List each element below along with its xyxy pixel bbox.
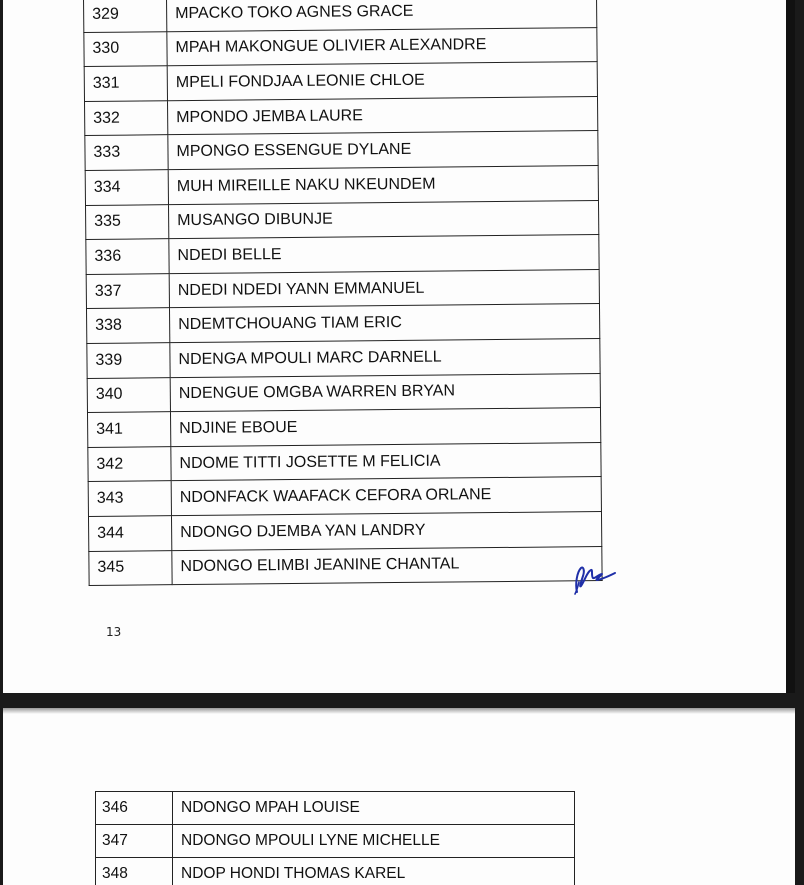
- table-row: [88, 477, 601, 517]
- student-name: NDEDI BELLE: [169, 235, 599, 274]
- row-number: 343: [88, 481, 171, 516]
- row-number: 334: [85, 170, 168, 205]
- student-name: MPELI FONDJAA LEONIE CHLOE: [167, 62, 597, 101]
- table-row: [85, 96, 598, 136]
- document-page-13: [3, 0, 795, 693]
- table-row: [87, 373, 600, 413]
- table-row: [87, 338, 600, 378]
- row-number: 341: [87, 412, 170, 447]
- row-number: 333: [85, 135, 168, 170]
- student-name: NDONGO MPAH LOUISE: [173, 792, 575, 825]
- student-name: NDONGO ELIMBI JEANINE CHANTAL: [172, 546, 602, 585]
- table-row: [85, 200, 598, 240]
- student-name: MUH MIREILLE NAKU NKEUNDEM: [168, 166, 598, 205]
- roster-table-bottom-body: [96, 792, 575, 885]
- student-name: NDONGO DJEMBA YAN LANDRY: [171, 511, 601, 550]
- row-number: 337: [86, 273, 169, 308]
- table-row: [88, 511, 601, 551]
- row-number: 340: [87, 377, 170, 412]
- page-edge: [786, 0, 795, 693]
- table-row: [86, 269, 599, 309]
- table-row: [89, 546, 602, 586]
- table-row: [84, 27, 597, 67]
- row-number: 329: [84, 0, 167, 32]
- row-number: 331: [84, 66, 167, 101]
- student-name: NDONFACK WAAFACK CEFORA ORLANE: [171, 477, 601, 516]
- row-number: 345: [89, 550, 172, 585]
- row-number: 348: [96, 858, 173, 885]
- table-row: [96, 792, 575, 825]
- table-row: [87, 408, 600, 448]
- row-number: 338: [86, 308, 169, 343]
- row-number: 339: [87, 343, 170, 378]
- row-number: 332: [85, 100, 168, 135]
- table-row: [85, 131, 598, 171]
- row-number: 344: [88, 516, 171, 551]
- row-number: 330: [84, 31, 167, 66]
- student-name: MUSANGO DIBUNJE: [168, 200, 598, 239]
- student-name: MPACKO TOKO AGNES GRACE: [167, 0, 597, 31]
- row-number: 342: [88, 446, 171, 481]
- table-row: [86, 304, 599, 344]
- table-row: [86, 235, 599, 275]
- roster-table-top: [83, 0, 603, 586]
- document-page-14: [3, 708, 795, 885]
- roster-table-bottom: [95, 791, 575, 885]
- student-name: NDOME TITTI JOSETTE M FELICIA: [171, 442, 601, 481]
- student-name: NDONGO MPOULI LYNE MICHELLE: [173, 825, 575, 858]
- table-row: [88, 442, 601, 482]
- row-number: 347: [96, 825, 173, 858]
- student-name: NDENGA MPOULI MARC DARNELL: [170, 338, 600, 377]
- student-name: NDENGUE OMGBA WARREN BRYAN: [170, 373, 600, 412]
- student-name: NDEMTCHOUANG TIAM ERIC: [169, 304, 599, 343]
- student-name: MPAH MAKONGUE OLIVIER ALEXANDRE: [167, 27, 597, 66]
- table-row: [96, 858, 575, 885]
- student-name: NDOP HONDI THOMAS KAREL: [173, 858, 575, 885]
- row-number: 335: [85, 204, 168, 239]
- row-number: 346: [96, 792, 173, 825]
- signature-icon: [569, 558, 617, 598]
- table-row: [96, 825, 575, 858]
- table-row: [85, 166, 598, 206]
- page-edge-shadow: [3, 708, 795, 714]
- student-name: MPONDO JEMBA LAURE: [167, 96, 597, 135]
- row-number: 336: [86, 239, 169, 274]
- student-name: MPONGO ESSENGUE DYLANE: [168, 131, 598, 170]
- page-number: 13: [106, 625, 122, 639]
- table-row: [84, 62, 597, 102]
- roster-table-top-body: [84, 0, 603, 586]
- student-name: NDEDI NDEDI YANN EMMANUEL: [169, 269, 599, 308]
- student-name: NDJINE EBOUE: [170, 408, 600, 447]
